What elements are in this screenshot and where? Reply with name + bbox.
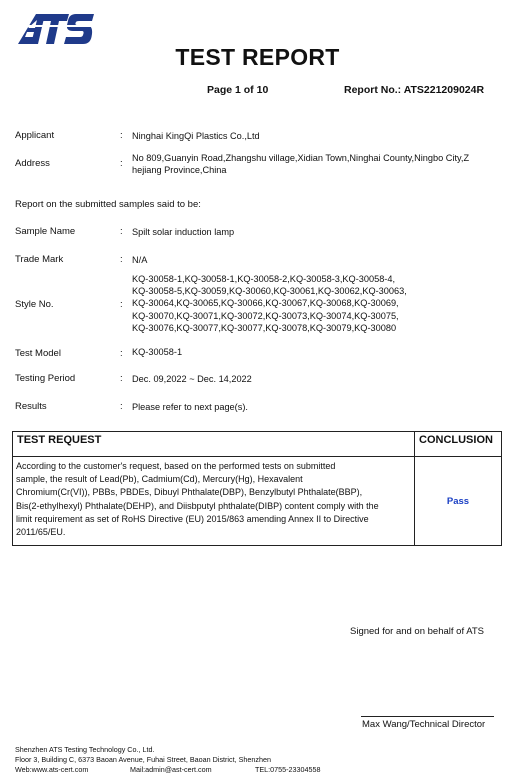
request-line: Bis(2-ethylhexyl) Phthalate(DEHP), and Diisbputyl phthalate(DIBP) content comply with the [16,500,379,511]
conclusion-value: Pass [415,457,502,546]
address-line: hejiang Province,China [132,165,227,176]
request-line: Chromium(Cr(VI)), PBBs, PBDEs, Dibuyl Phthalate(DBP), Benzylbutyl Phthalate(BBP), [16,487,363,498]
report-intro: Report on the submitted samples said to be: [15,199,201,210]
style-no-line: KQ-30058-5,KQ-30059,KQ-30060,KQ-30061,KQ-30062,KQ-30063, [132,286,407,297]
applicant-value: Ninghai KingQi Plastics Co.,Ltd [132,131,260,141]
request-line: sample, the result of Lead(Pb), Cadmium(Cd), Mercury(Hg), Hexavalent [16,474,303,485]
test-model-value: KQ-30058-1 [132,347,183,357]
request-line: 2011/65/EU. [16,527,66,538]
test-request-table [12,431,502,546]
sample-name-label: Sample Name [15,226,76,237]
report-number: Report No.: ATS221209024R [344,84,485,96]
conclusion-header: CONCLUSION [415,432,502,457]
applicant-label: Applicant [15,130,55,141]
results-label: Results [15,401,47,412]
address-label: Address [15,158,50,169]
test-request-text [13,457,415,546]
test-model-colon: : [120,348,123,359]
style-no-label: Style No. [15,299,54,310]
signer-name: Max Wang/Technical Director [362,719,486,730]
sample-name-colon: : [120,226,123,237]
page-number: Page 1 of 10 [207,84,269,96]
footer-company: Shenzhen ATS Testing Technology Co., Ltd. [15,745,155,754]
trade-mark-value: N/A [132,255,148,265]
trade-mark-label: Trade Mark [15,254,64,265]
style-no-value [132,273,492,334]
request-line: According to the customer's request, based on the performed tests on submitted [16,461,336,471]
ats-logo [14,12,96,46]
test-request-header: TEST REQUEST [13,432,415,457]
request-line: limit requirement as set of RoHS Directive (EU) 2015/863 amending Annex II to Directive [16,513,369,524]
testing-period-colon: : [120,373,123,384]
testing-period-label: Testing Period [15,373,76,384]
results-colon: : [120,401,123,412]
address-line: No 809,Guanyin Road,Zhangshu village,Xidian Town,Ninghai County,Ningbo City,Z [132,153,470,163]
address-colon: : [120,158,123,169]
footer-web: Web:www.ats-cert.com [15,765,89,774]
sample-name-value: Spilt solar induction lamp [132,227,235,237]
report-title: TEST REPORT [175,44,340,70]
signed-for-text: Signed for and on behalf of ATS [350,626,484,637]
style-no-line: KQ-30058-1,KQ-30058-1,KQ-30058-2,KQ-30058-3,KQ-30058-4, [132,274,396,284]
footer-mail: Mail:admin@ast-cert.com [130,765,212,774]
address-value [132,152,492,176]
testing-period-value: Dec. 09,2022 ~ Dec. 14,2022 [132,374,252,384]
trade-mark-colon: : [120,254,123,265]
applicant-colon: : [120,130,123,141]
test-model-label: Test Model [15,348,61,359]
table-row [13,457,502,546]
style-no-colon: : [120,299,123,310]
results-value: Please refer to next page(s). [132,402,248,412]
style-no-line: KQ-30070,KQ-30071,KQ-30072,KQ-30073,KQ-30074,KQ-30075, [132,310,399,321]
style-no-line: KQ-30064,KQ-30065,KQ-30066,KQ-30067,KQ-30068,KQ-30069, [132,298,399,309]
footer-tel: TEL:0755-23304558 [255,765,321,774]
footer-address: Floor 3, Building C, 6373 Baoan Avenue, Fuhai Street, Baoan District, Shenzhen [15,755,271,764]
table-header-row [13,432,502,457]
style-no-line: KQ-30076,KQ-30077,KQ-30077,KQ-30078,KQ-30079,KQ-30080 [132,322,397,333]
signature-line [361,716,494,717]
